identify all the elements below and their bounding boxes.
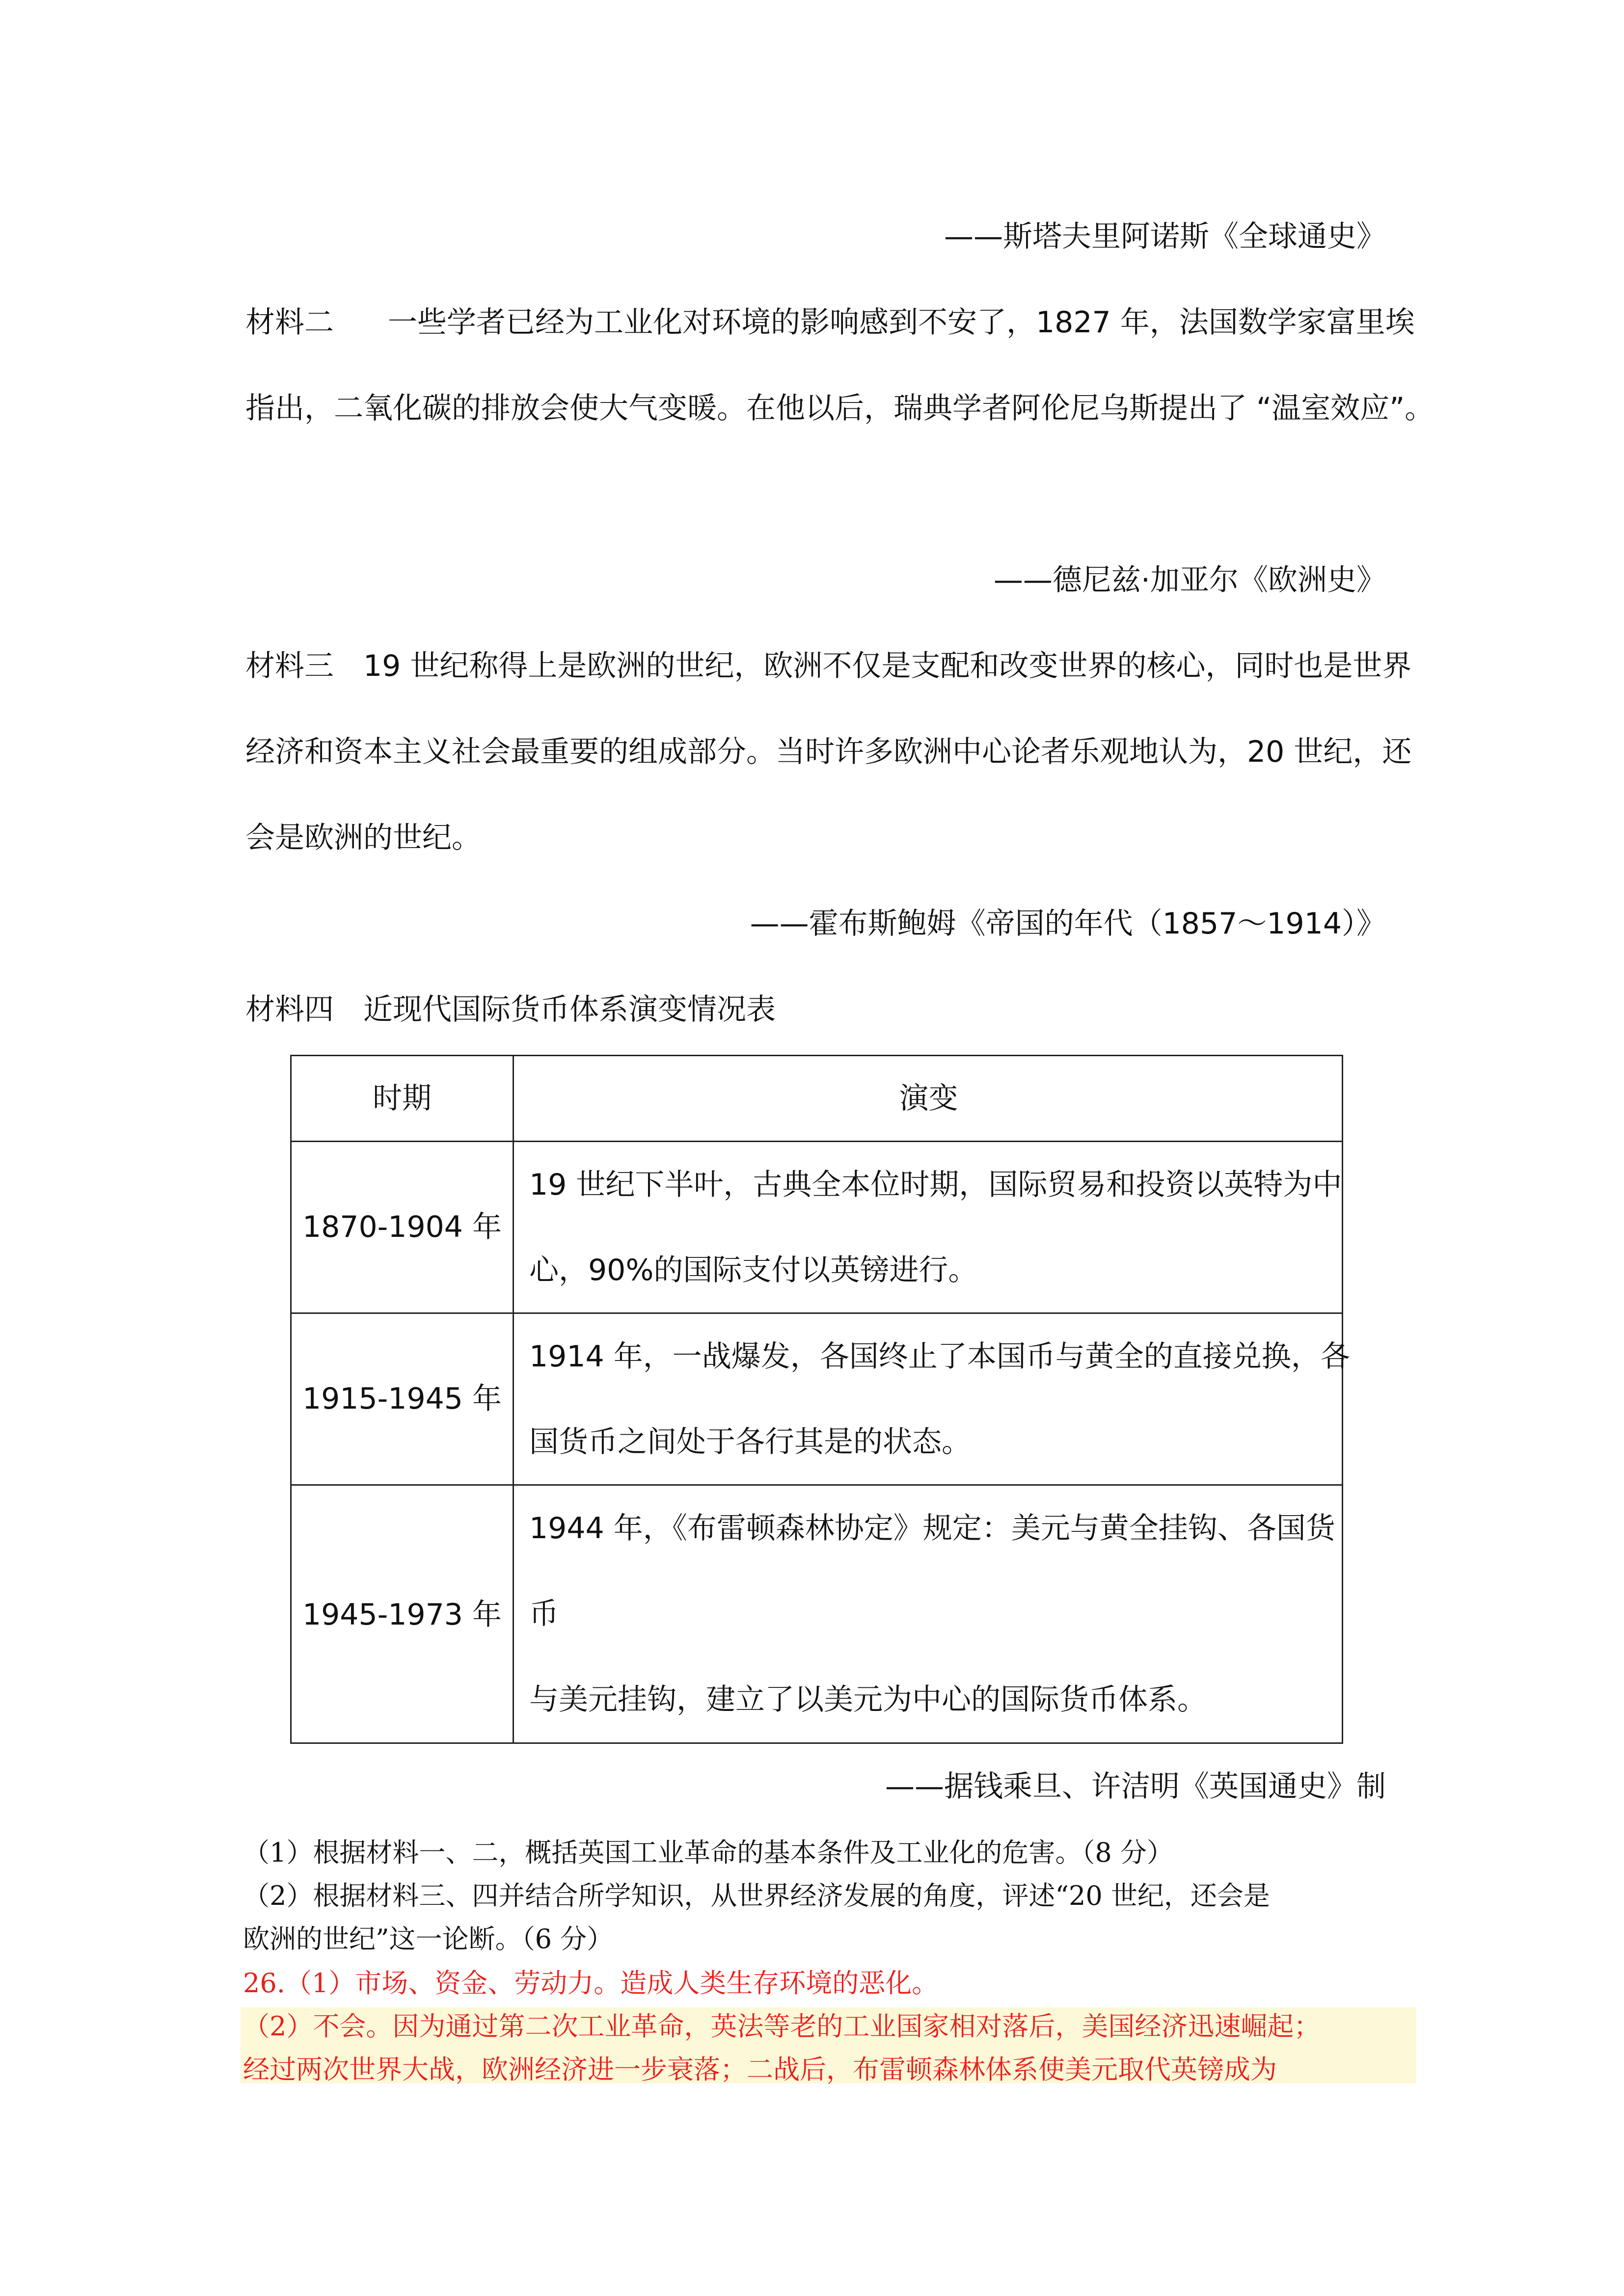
material-3-text-1: 19 世纪称得上是欧洲的世纪，欧洲不仅是支配和改变世界的核心，同时也是世界	[363, 649, 1412, 683]
table-row-3-text-3: 与美元挂钩，建立了以美元为中心的国际货币体系。	[529, 1682, 1207, 1717]
question-2: （2）根据材料三、四并结合所学知识，从世界经济发展的角度，评述“20 世纪，还会是	[243, 1880, 1270, 1911]
table-row-1-text-2: 心，90%的国际支付以英镑进行。	[529, 1253, 978, 1287]
table-row-2-text-2: 国货币之间处于各行其是的状态。	[529, 1425, 971, 1459]
material-2-label: 材料二	[245, 305, 334, 340]
material-3-line-3: 会是欧洲的世纪。	[245, 821, 481, 855]
table-row-1-period: 1870-1904 年	[302, 1210, 502, 1244]
answer-2-continued: 经过两次世界大战，欧洲经济进一步衰落；二战后，布雷顿森林体系使美元取代英镑成为	[243, 2054, 1277, 2085]
material-2-line-1	[245, 305, 1415, 340]
question-2-continued: 欧洲的世纪”这一论断。（6 分）	[243, 1923, 614, 1954]
material-2-text-1: 一些学者已经为工业化对环境的影响感到不安了，1827 年，法国数学家富里埃	[388, 305, 1415, 340]
material-3-label: 材料三	[245, 649, 334, 683]
table-row-2-period: 1915-1945 年	[302, 1382, 502, 1416]
source-citation-1: ——斯塔夫里阿诺斯《全球通史》	[944, 219, 1386, 254]
table-row-3-period: 1945-1973 年	[302, 1598, 502, 1632]
question-1: （1）根据材料一、二，概括英国工业革命的基本条件及工业化的危害。（8 分）	[243, 1837, 1173, 1868]
table-header-period: 时期	[373, 1081, 432, 1116]
material-2-line-2: 指出，二氧化碳的排放会使大气变暖。在他以后，瑞典学者阿伦尼乌斯提出了 “温室效应”。	[245, 391, 1435, 426]
source-citation-3: ——霍布斯鲍姆《帝国的年代（1857～1914）》	[750, 907, 1386, 941]
currency-system-table	[290, 1055, 1350, 1744]
material-3-line-2: 经济和资本主义社会最重要的组成部分。当时许多欧洲中心论者乐观地认为，20 世纪，还	[245, 735, 1412, 769]
table-header-evolution: 演变	[899, 1081, 958, 1116]
material-4-heading	[245, 992, 776, 1027]
table-row-3-text-2: 币	[529, 1597, 559, 1631]
material-4-title: 近现代国际货币体系演变情况表	[363, 992, 776, 1027]
table-row-2-text-1: 1914 年，一战爆发，各国终止了本国币与黄全的直接兑换，各	[529, 1339, 1350, 1374]
table-row-1-text-1: 19 世纪下半叶，古典全本位时期，国际贸易和投资以英特为中	[529, 1168, 1342, 1202]
source-citation-2: ——德尼兹·加亚尔《欧洲史》	[993, 563, 1386, 597]
source-citation-4: ——据钱乘旦、许洁明《英国通史》制	[885, 1769, 1386, 1804]
table-row-3-text-1: 1944 年，《布雷顿森林协定》规定：美元与黄全挂钩、各国货	[529, 1511, 1335, 1546]
answer-1: 26.（1）市场、资金、劳动力。造成人类生存环境的恶化。	[243, 1968, 939, 1999]
material-3-line-1	[245, 651, 1411, 681]
material-4-label: 材料四	[245, 992, 334, 1027]
answer-2: （2）不会。因为通过第二次工业革命，英法等老的工业国家相对落后，美国经济迅速崛起；	[243, 2011, 1321, 2042]
